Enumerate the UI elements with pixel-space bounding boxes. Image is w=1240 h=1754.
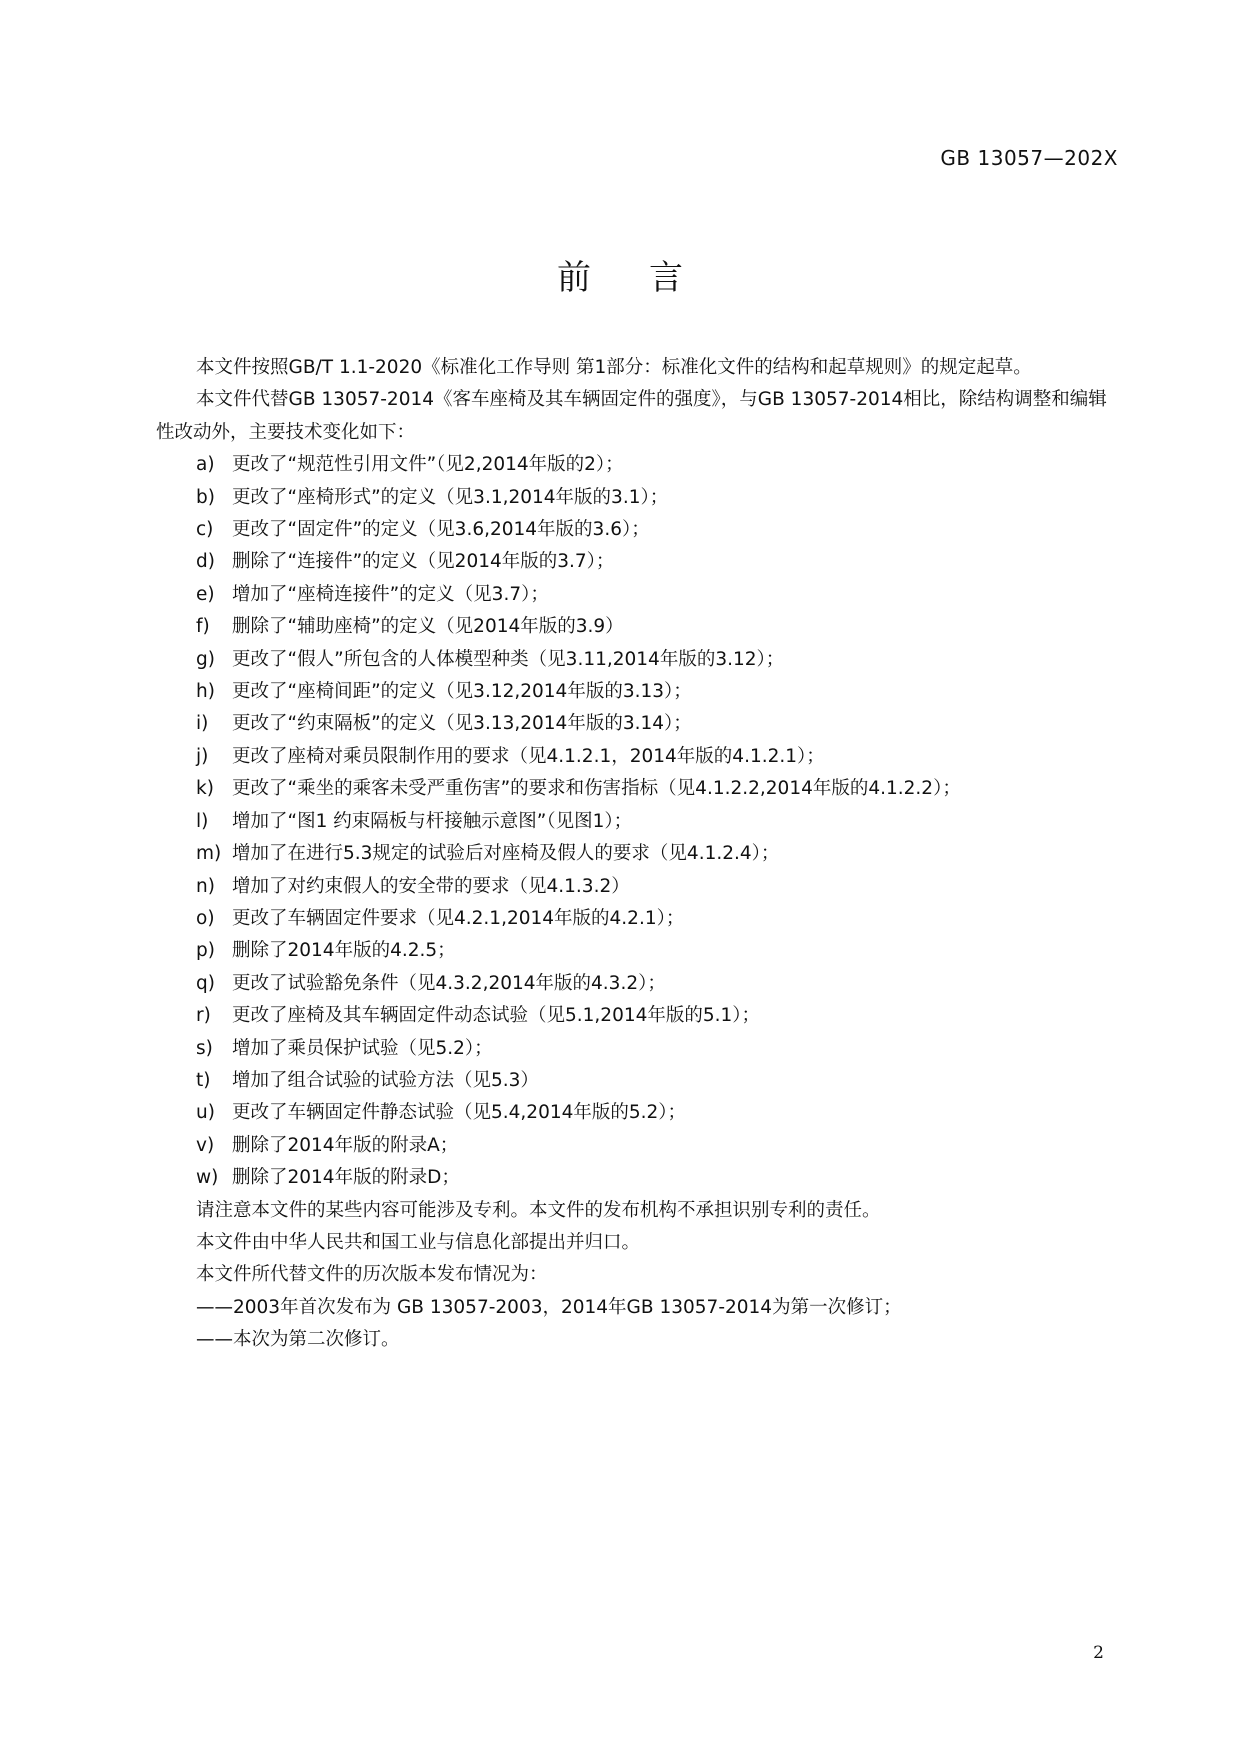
foreword-body	[156, 352, 1116, 1357]
list-item-text: 更改了座椅及其车辆固定件动态试验（见5.1,2014年版的5.1）；	[232, 1005, 761, 1027]
list-item	[156, 579, 1116, 611]
list-marker: a)	[196, 454, 215, 476]
intro-paragraph: 本文件按照GB/T 1.1-2020《标准化工作导则 第1部分：标准化文件的结构和起草规则》的规定起草。	[196, 357, 1032, 378]
list-item	[156, 546, 1116, 578]
list-item	[156, 903, 1116, 935]
list-item	[156, 871, 1116, 903]
list-item-text: 删除了2014年版的附录A；	[232, 1134, 459, 1156]
page-title: 前言	[557, 258, 741, 298]
history-heading: 本文件所代替文件的历次版本发布情况为：	[196, 1264, 548, 1286]
list-item	[156, 676, 1116, 708]
list-item	[156, 773, 1116, 805]
list-item-text: 更改了“假人”所包含的人体模型种类（见3.11,2014年版的3.12）；	[232, 648, 785, 670]
list-marker: o)	[196, 907, 215, 929]
list-marker: b)	[196, 486, 215, 508]
list-item-text: 更改了“固定件”的定义（见3.6,2014年版的3.6）；	[232, 519, 650, 541]
list-item-text: 更改了车辆固定件要求（见4.2.1,2014年版的4.2.1）；	[232, 907, 685, 929]
list-item-text: 更改了“约束隔板”的定义（见3.13,2014年版的3.14）；	[232, 713, 692, 735]
list-item	[156, 1162, 1116, 1194]
list-marker: p)	[196, 940, 215, 962]
list-item	[156, 611, 1116, 643]
list-marker: l)	[196, 810, 209, 832]
list-marker: d)	[196, 551, 215, 573]
list-item	[156, 806, 1116, 838]
list-item-text: 更改了试验豁免条件（见4.3.2,2014年版的4.3.2）；	[232, 972, 666, 994]
list-marker: t)	[196, 1069, 211, 1091]
list-item-text: 增加了组合试验的试验方法（见5.3）	[232, 1069, 539, 1091]
list-item	[156, 482, 1116, 514]
list-marker: v)	[196, 1134, 215, 1156]
list-item	[156, 838, 1116, 870]
list-item-text: 增加了乘员保护试验（见5.2）；	[232, 1037, 493, 1059]
list-item-text: 删除了“辅助座椅”的定义（见2014年版的3.9）	[232, 616, 624, 638]
list-marker: w)	[196, 1167, 219, 1189]
list-item	[156, 741, 1116, 773]
intro-paragraph: 本文件代替GB 13057-2014《客车座椅及其车辆固定件的强度》，与GB 13057-2014相比，除结构调整和编辑性改动外，主要技术变化如下：	[156, 389, 1107, 443]
list-item	[156, 1000, 1116, 1032]
list-item-text: 更改了“规范性引用文件”（见2,2014年版的2）；	[232, 454, 624, 476]
list-marker: u)	[196, 1102, 215, 1124]
list-item-text: 更改了“座椅形式”的定义（见3.1,2014年版的3.1）；	[232, 486, 669, 508]
list-marker: c)	[196, 519, 214, 541]
list-item-text: 增加了在进行5.3规定的试验后对座椅及假人的要求（见4.1.2.4）；	[232, 843, 780, 865]
list-marker: m)	[196, 843, 222, 865]
list-item-text: 更改了“乘坐的乘客未受严重伤害”的要求和伤害指标（见4.1.2.2,2014年版的4.1.2.2）；	[232, 778, 961, 800]
list-marker: r)	[196, 1005, 211, 1027]
list-item-text: 删除了“连接件”的定义（见2014年版的3.7）；	[232, 551, 615, 573]
list-item-text: 更改了车辆固定件静态试验（见5.4,2014年版的5.2）；	[232, 1102, 687, 1124]
list-item	[156, 514, 1116, 546]
list-item	[156, 644, 1116, 676]
list-marker: q)	[196, 972, 215, 994]
history-item: ——本次为第二次修订。	[196, 1329, 400, 1351]
list-item-text: 增加了对约束假人的安全带的要求（见4.1.3.2）	[232, 875, 630, 897]
patent-notice: 请注意本文件的某些内容可能涉及专利。本文件的发布机构不承担识别专利的责任。	[196, 1199, 881, 1221]
list-marker: f)	[196, 616, 210, 638]
list-item	[156, 1065, 1116, 1097]
list-item	[156, 449, 1116, 481]
list-marker: e)	[196, 583, 215, 605]
page-number: 2	[1093, 1643, 1104, 1663]
list-marker: h)	[196, 681, 215, 703]
list-marker: j)	[196, 745, 209, 767]
list-item-text: 更改了“座椅间距”的定义（见3.12,2014年版的3.13）；	[232, 681, 692, 703]
document-code: GB 13057—202X	[940, 146, 1118, 170]
list-item	[156, 708, 1116, 740]
list-marker: n)	[196, 875, 215, 897]
history-item: ——2003年首次发布为 GB 13057-2003，2014年GB 13057-2014为第一次修订；	[196, 1296, 902, 1318]
list-marker: s)	[196, 1037, 213, 1059]
list-item-text: 增加了“座椅连接件”的定义（见3.7）；	[232, 583, 549, 605]
list-item-text: 删除了2014年版的附录D；	[232, 1167, 460, 1189]
proposer-statement: 本文件由中华人民共和国工业与信息化部提出并归口。	[196, 1231, 641, 1253]
list-item	[156, 968, 1116, 1000]
list-item	[156, 1033, 1116, 1065]
list-marker: g)	[196, 648, 215, 670]
changes-list	[156, 449, 1116, 1194]
list-item-text: 增加了“图1 约束隔板与杆接触示意图”（见图1）；	[232, 810, 633, 832]
list-item	[156, 935, 1116, 967]
list-item	[156, 1097, 1116, 1129]
list-item-text: 更改了座椅对乘员限制作用的要求（见4.1.2.1，2014年版的4.1.2.1）；	[232, 745, 825, 767]
list-item-text: 删除了2014年版的4.2.5；	[232, 940, 456, 962]
list-marker: i)	[196, 713, 209, 735]
list-marker: k)	[196, 778, 214, 800]
list-item	[156, 1130, 1116, 1162]
